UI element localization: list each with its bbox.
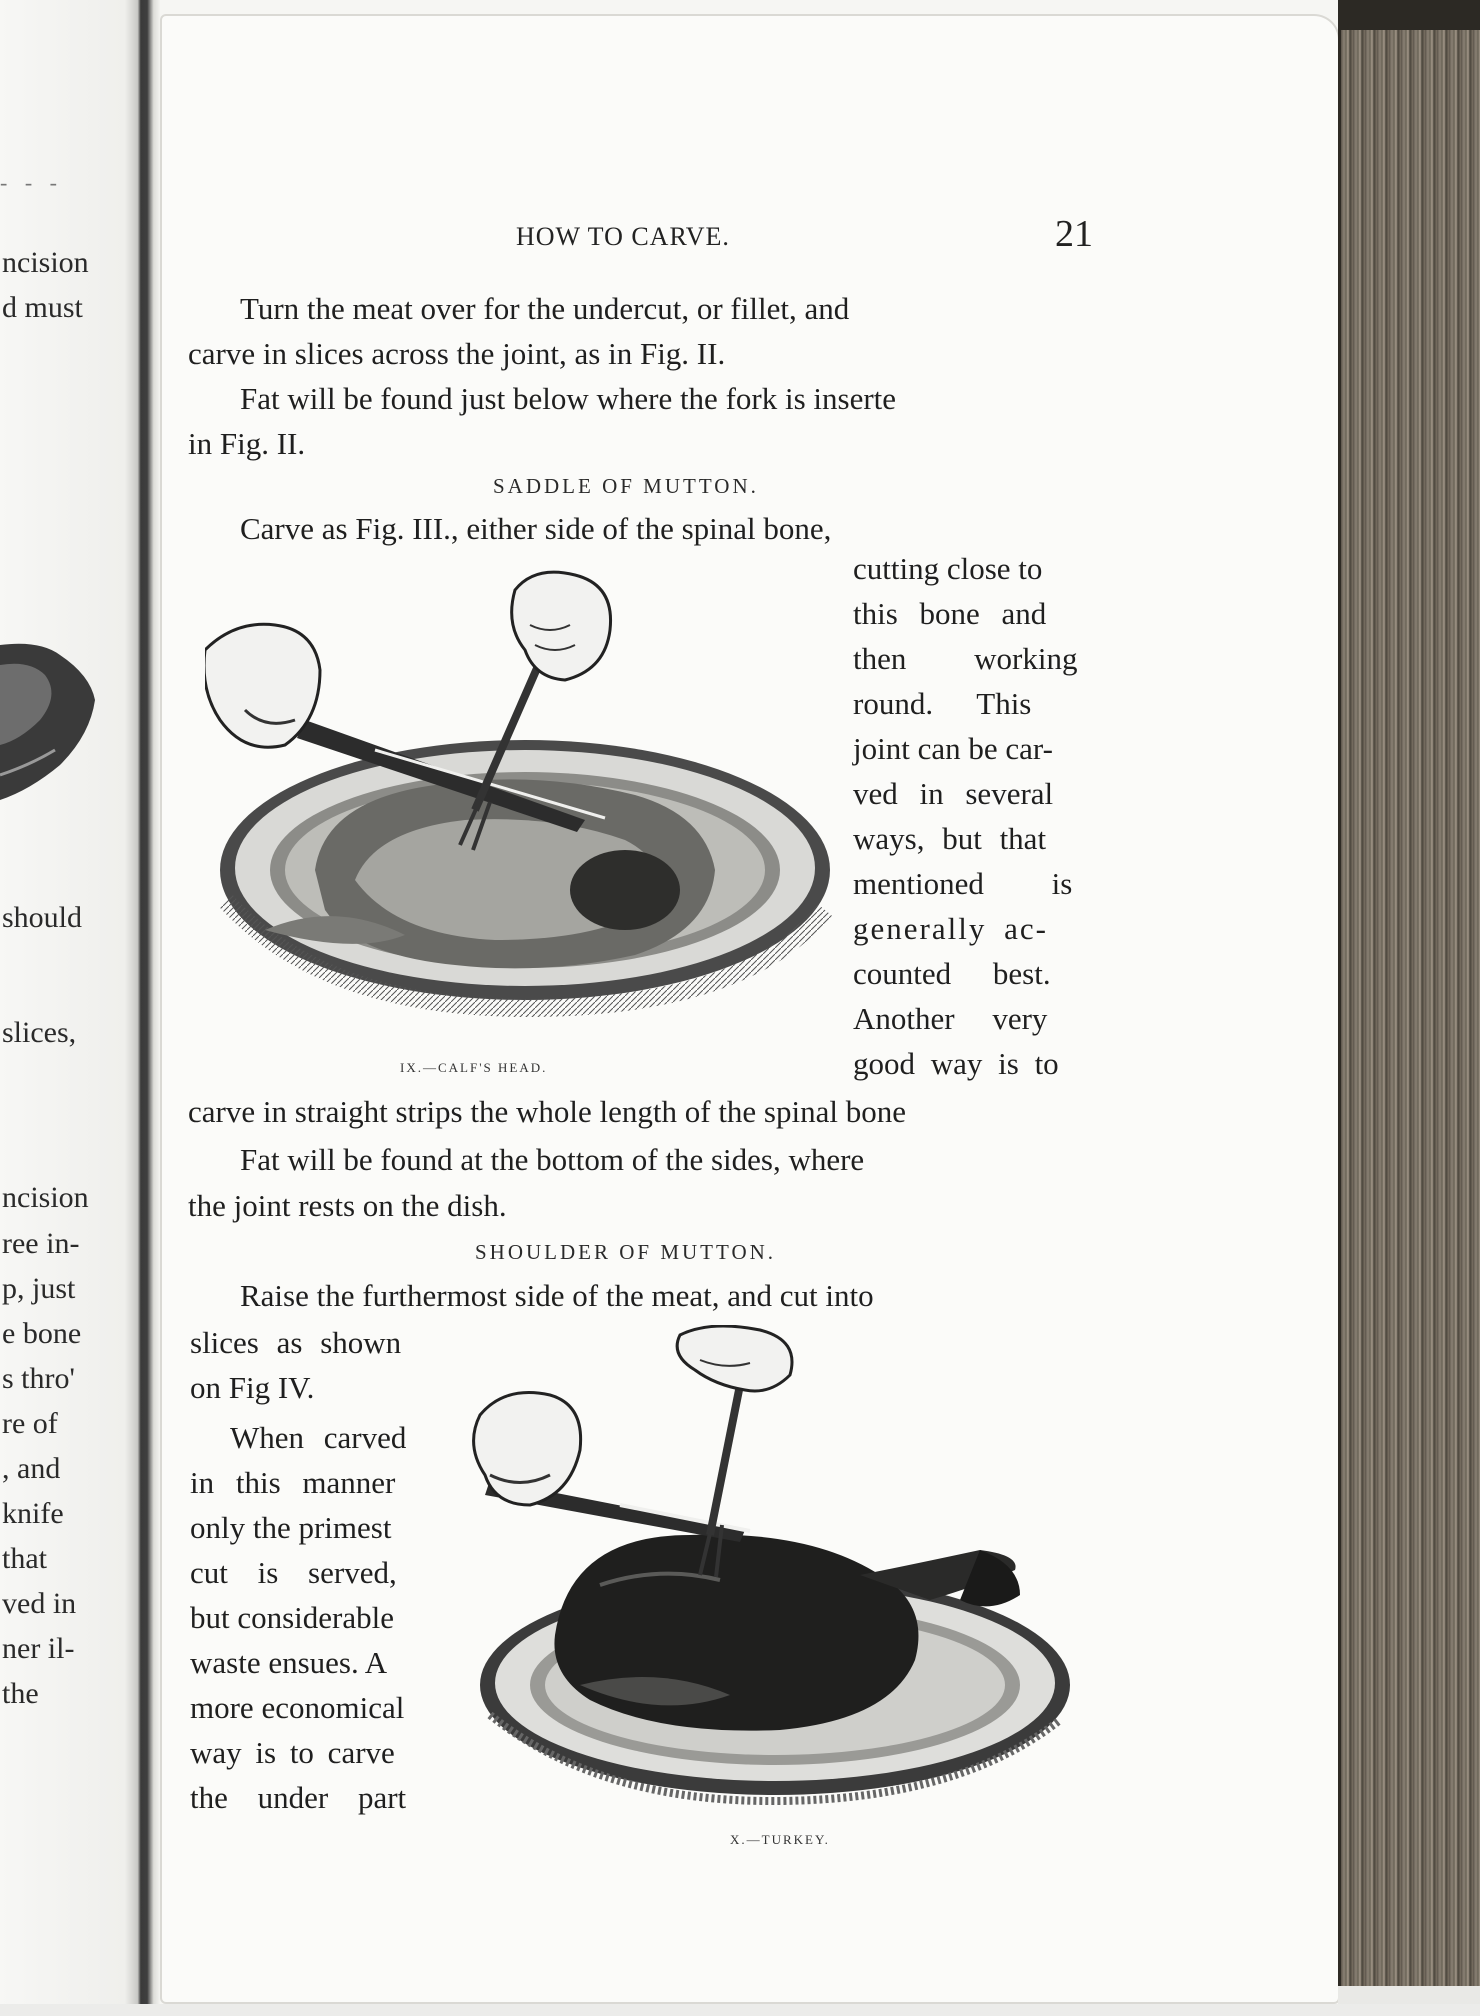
figure-caption: X.—TURKEY. (730, 1832, 830, 1847)
left-page-line: ncision (2, 246, 89, 279)
calfs-head-illustration (205, 570, 835, 1045)
wrapped-line: way is to carve (190, 1735, 395, 1770)
body-line: the joint rests on the dish. (188, 1188, 507, 1223)
wrapped-line: in this manner (190, 1465, 396, 1500)
left-page-line: ner il- (2, 1632, 75, 1665)
page-number: 21 (1055, 213, 1093, 255)
wrapped-line: ved in several (853, 776, 1054, 811)
body-line: carve in straight strips the whole length of the spinal bone (188, 1094, 906, 1129)
section-heading-shoulder: SHOULDER OF MUTTON. (475, 1240, 777, 1264)
wrapped-line: only the primest (190, 1510, 392, 1545)
left-page-line: , and (2, 1452, 61, 1485)
wrapped-line: When carved (230, 1420, 407, 1455)
wrapped-line: more economical (190, 1690, 405, 1725)
body-line: Fat will be found at the bottom of the sides, where (240, 1142, 865, 1177)
left-page-line: knife (2, 1497, 64, 1530)
wrapped-line: mentioned is (853, 866, 1073, 901)
wrapped-line: waste ensues. A (190, 1645, 388, 1680)
left-page-line: p, just (2, 1272, 76, 1305)
left-page-line: s thro' (2, 1362, 75, 1395)
left-page-illustration-fragment (0, 625, 95, 815)
wrapped-line: good way is to (853, 1046, 1059, 1081)
wrapped-line: round. This (853, 686, 1032, 721)
body-line: Turn the meat over for the undercut, or fillet, and (240, 291, 850, 326)
wrapped-line: Another very (853, 1001, 1048, 1036)
wrapped-line: joint can be car- (853, 731, 1053, 766)
bottom-strip (0, 2004, 1480, 2016)
left-page-line: e bone (2, 1317, 82, 1350)
wrapped-line: cutting close to (853, 551, 1043, 586)
book-fore-edge (1338, 30, 1480, 1990)
left-page-rule: - - - (0, 170, 63, 195)
wrapped-line: counted best. (853, 956, 1051, 991)
left-page-line: ncision (2, 1181, 89, 1214)
left-page-line: ree in- (2, 1227, 80, 1260)
left-page-line: slices, (2, 1016, 77, 1049)
section-heading-saddle: SADDLE OF MUTTON. (493, 474, 759, 498)
figure-caption: IX.—CALF'S HEAD. (400, 1060, 548, 1075)
left-page (0, 0, 160, 2016)
running-head: HOW TO CARVE. (516, 222, 730, 251)
wrapped-line: then working (853, 641, 1078, 676)
left-page-line: the (2, 1677, 39, 1710)
wrapped-line: slices as shown (190, 1325, 402, 1360)
left-page-line: d must (2, 291, 83, 324)
wrapped-line: the under part (190, 1780, 407, 1815)
turkey-illustration (460, 1325, 1110, 1805)
wrapped-line: this bone and (853, 596, 1047, 631)
wrapped-line: ways, but that (853, 821, 1047, 856)
wrapped-line: but considerable (190, 1600, 395, 1635)
left-page-line: should (2, 901, 83, 934)
body-line: in Fig. II. (188, 426, 306, 461)
wrapped-line: cut is served, (190, 1555, 397, 1590)
body-line: Raise the furthermost side of the meat, and cut into (240, 1278, 874, 1313)
body-line: carve in slices across the joint, as in Fig. II. (188, 336, 726, 371)
wrapped-line: generally ac- (853, 911, 1048, 946)
left-page-line: re of (2, 1407, 58, 1440)
left-page-line: that (2, 1542, 47, 1575)
body-line: Fat will be found just below where the fork is inserte (240, 381, 897, 416)
wrapped-line: on Fig IV. (190, 1370, 315, 1405)
left-page-line: ved in (2, 1587, 77, 1620)
body-line: Carve as Fig. III., either side of the spinal bone, (240, 511, 832, 546)
